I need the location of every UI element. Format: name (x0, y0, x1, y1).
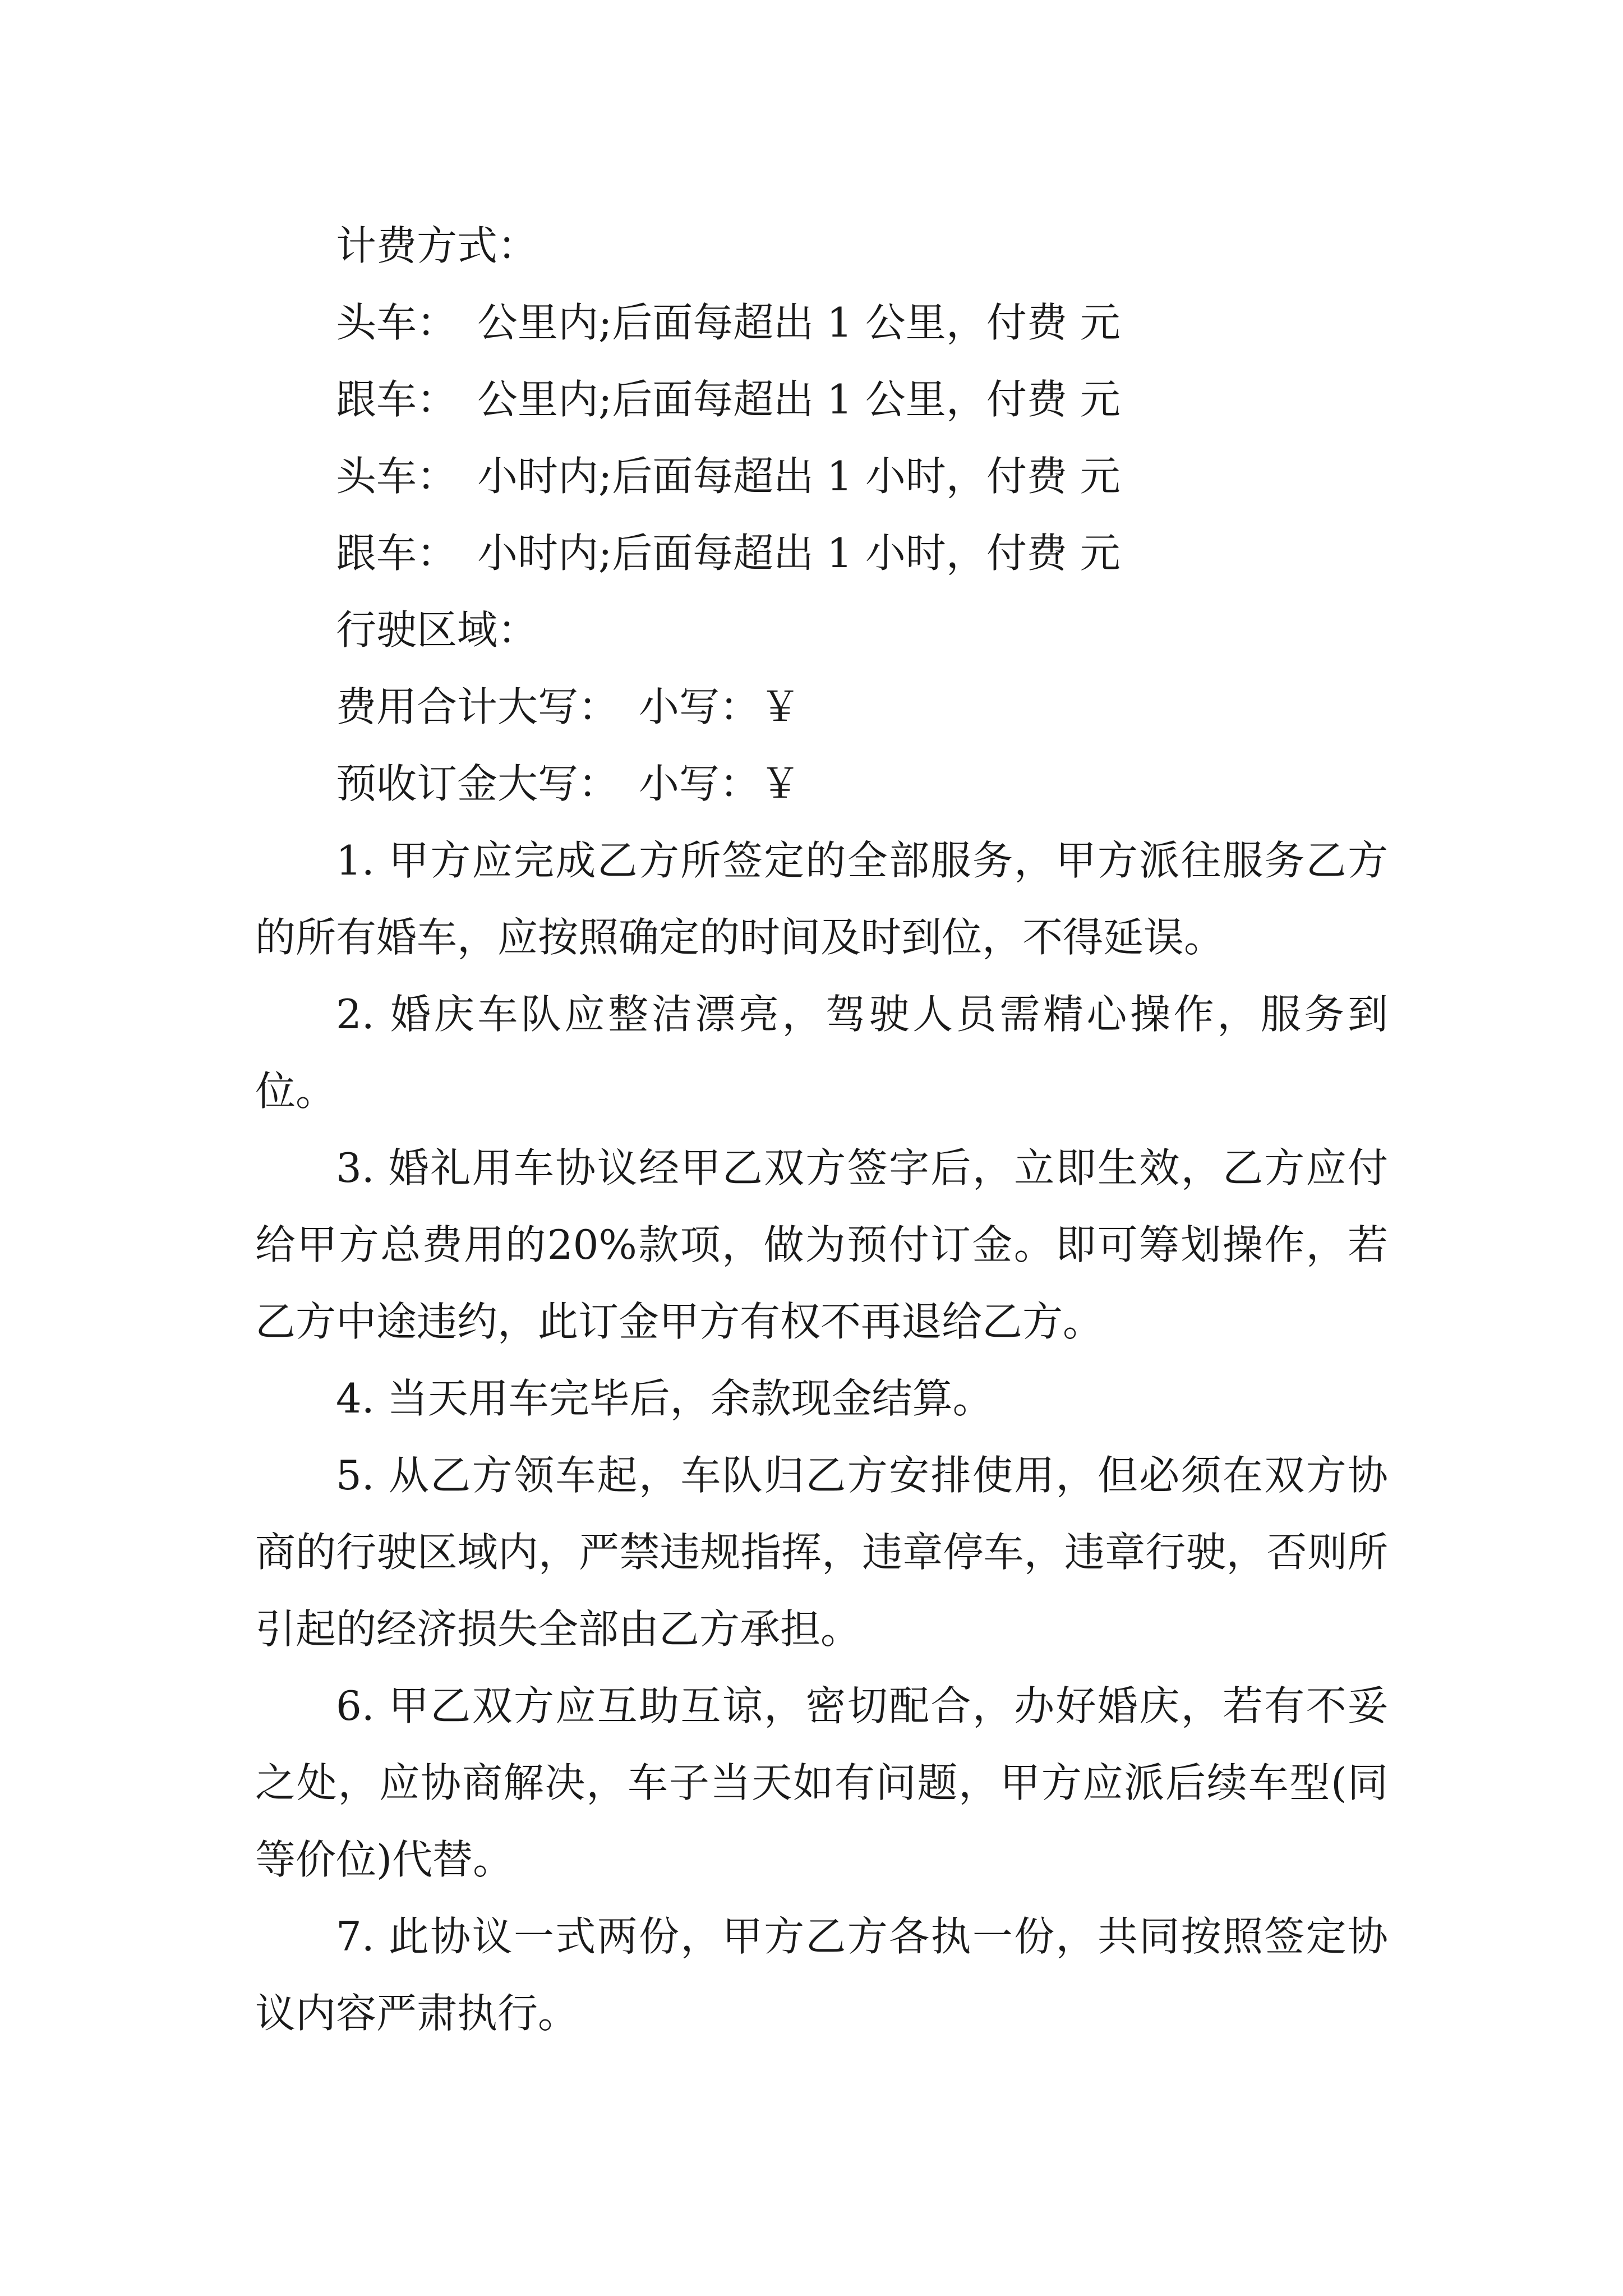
driving-area-line: 行驶区域： (336, 606, 538, 654)
deposit-line: 预收订金大写： 小写：￥ (336, 760, 801, 807)
fee-method-heading: 计费方式： (336, 222, 538, 269)
clause-7: 7. 此协议一式两份，甲方乙方各执一份，共同按照签定协议内容严肃执行。 (255, 1913, 1388, 2037)
fee-line-follow-car-hour: 跟车： 小时内;后面每超出 1 小时，付费 元 (336, 530, 1121, 577)
fee-line-lead-car-km: 头车： 公里内;后面每超出 1 公里，付费 元 (336, 299, 1121, 346)
fee-line-follow-car-km: 跟车： 公里内;后面每超出 1 公里，付费 元 (336, 376, 1121, 423)
clause-3: 3. 婚礼用车协议经甲乙双方签字后，立即生效，乙方应付给甲方总费用的20%款项，做为预付订金。即可筹划操作，若乙方中途违约，此订金甲方有权不再退给乙方。 (255, 1144, 1388, 1345)
fee-total-line: 费用合计大写： 小写：￥ (336, 683, 801, 730)
clause-4: 4. 当天用车完毕后，余款现金结算。 (336, 1375, 993, 1422)
clause-2: 2. 婚庆车队应整洁漂亮，驾驶人员需精心操作，服务到位。 (255, 991, 1388, 1115)
clause-5: 5. 从乙方领车起，车队归乙方安排使用，但必须在双方协商的行驶区域内，严禁违规指挥，违章停车，违章行驶，否则所引起的经济损失全部由乙方承担。 (255, 1452, 1388, 1653)
clause-6: 6. 甲乙双方应互助互谅，密切配合，办好婚庆，若有不妥之处，应协商解决，车子当天如有问题，甲方应派后续车型(同等价位)代替。 (255, 1682, 1388, 1883)
fee-line-lead-car-hour: 头车： 小时内;后面每超出 1 小时，付费 元 (336, 453, 1121, 500)
document-body (255, 208, 1388, 2052)
clause-1: 1. 甲方应完成乙方所签定的全部服务，甲方派往服务乙方的所有婚车，应按照确定的时间及时到位，不得延误。 (255, 837, 1388, 961)
